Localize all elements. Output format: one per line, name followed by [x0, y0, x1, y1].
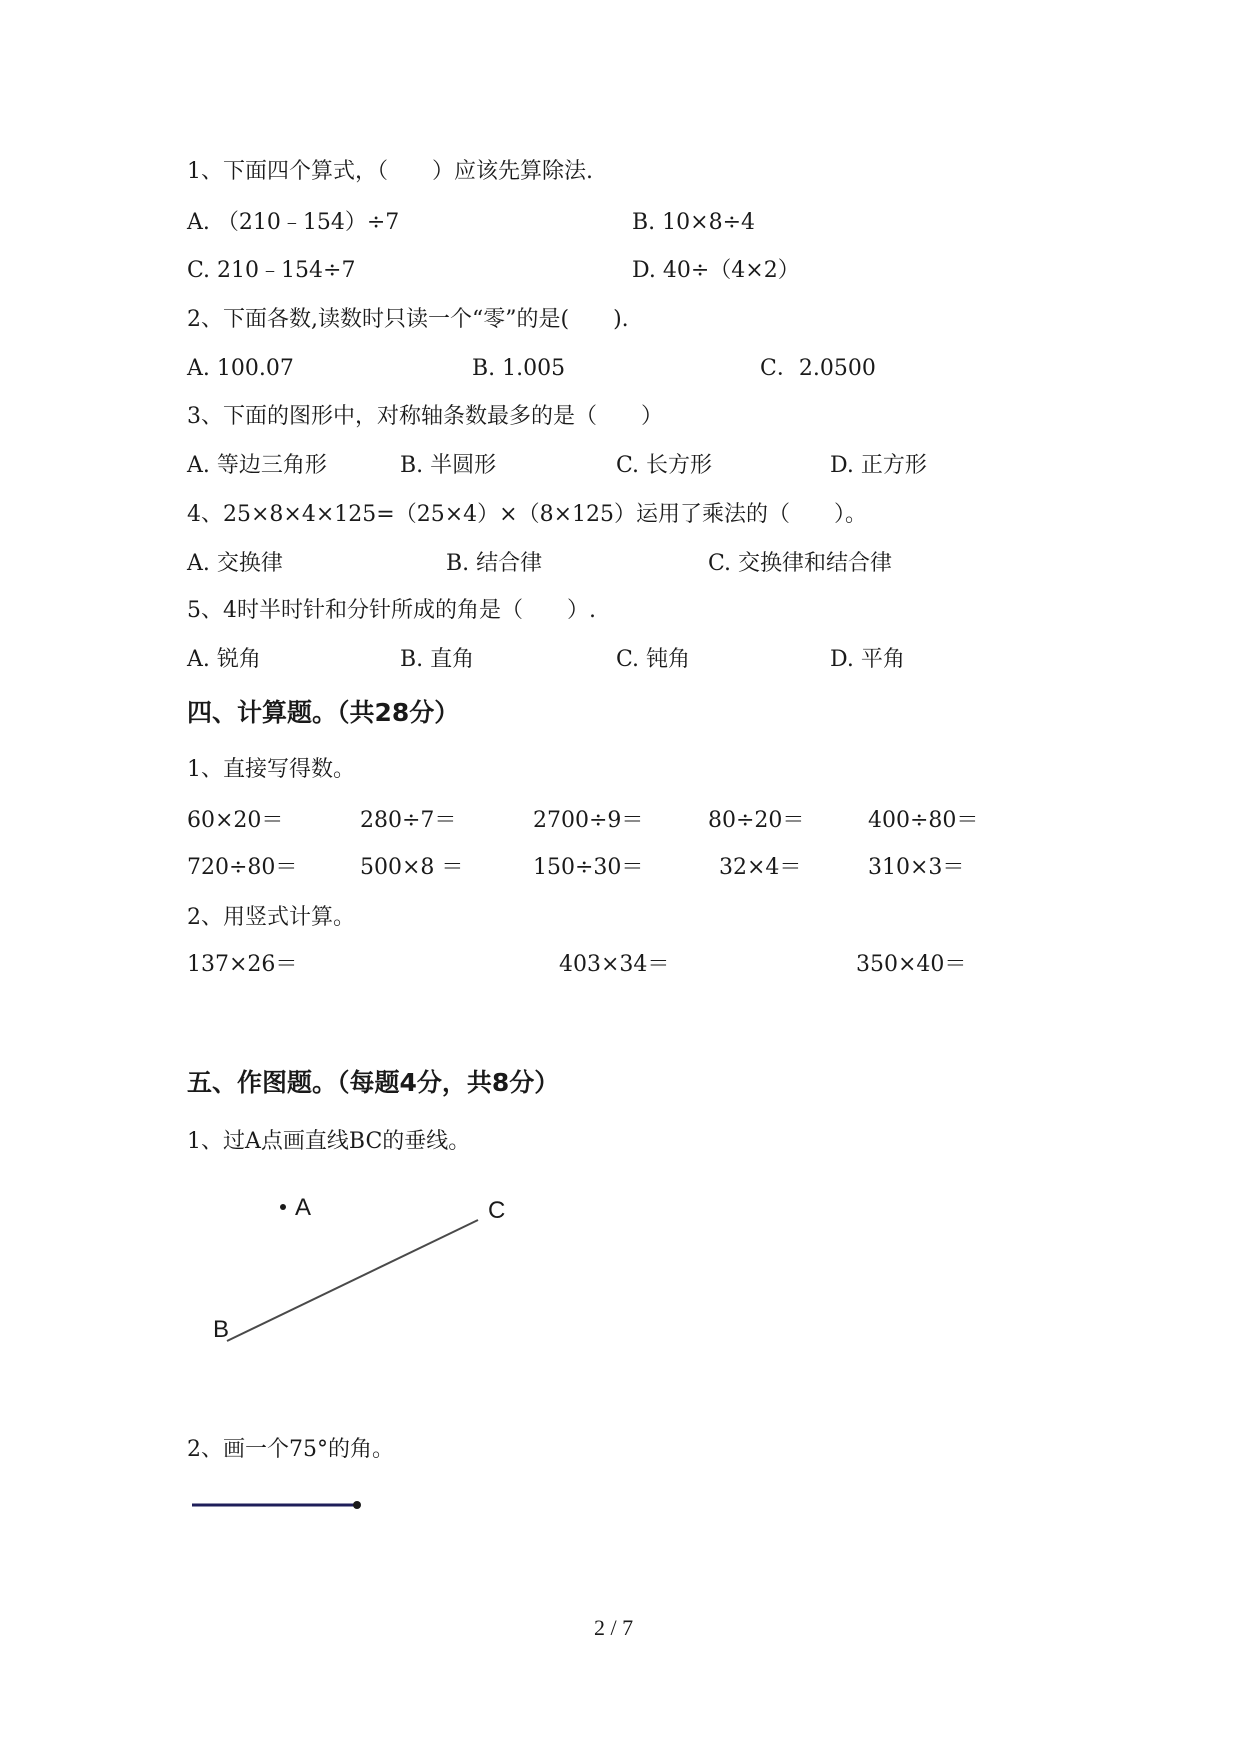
page-number: 2 / 7	[594, 1615, 634, 1640]
calc-item: 2700÷9＝	[533, 808, 644, 833]
calc-q2-stem: 2、用竖式计算。	[187, 905, 355, 930]
question-5-option-a: A. 锐角	[187, 647, 261, 672]
question-3-option-b: B. 半圆形	[400, 453, 497, 478]
calc-item: 720÷80＝	[187, 855, 298, 880]
point-b-label: B	[213, 1316, 230, 1343]
vertical-calc-item: 137×26＝	[187, 952, 298, 977]
question-5-option-c: C. 钝角	[616, 647, 691, 672]
question-5-stem: 5、4时半时针和分针所成的角是（ ）.	[187, 598, 596, 623]
question-4-option-a: A. 交换律	[187, 551, 283, 576]
point-c-label: C	[488, 1197, 506, 1224]
calc-item: 400÷80＝	[868, 808, 979, 833]
vertical-calc-item: 403×34＝	[559, 952, 670, 977]
section-5-heading: 五、作图题。（每题4分，共8分）	[187, 1068, 560, 1097]
question-1-option-b: B. 10×8÷4	[632, 210, 756, 235]
question-3-option-d: D. 正方形	[830, 453, 927, 478]
calc-q1-stem: 1、直接写得数。	[187, 757, 355, 782]
draw-q2-stem: 2、画一个75°的角。	[187, 1437, 394, 1462]
calc-item: 280÷7＝	[360, 808, 457, 833]
question-5-option-b: B. 直角	[400, 647, 475, 672]
calc-item: 80÷20＝	[708, 808, 805, 833]
question-4-stem: 4、25×8×4×125=（25×4）×（8×125）运用了乘法的（ ）。	[187, 502, 867, 527]
question-3-option-c: C. 长方形	[616, 453, 713, 478]
question-2-option-b: B. 1.005	[472, 356, 566, 381]
question-1-stem: 1、下面四个算式，（ ）应该先算除法.	[187, 159, 593, 184]
angle-vertex-dot	[353, 1501, 361, 1509]
question-3-stem: 3、下面的图形中，对称轴条数最多的是（ ）	[187, 404, 663, 429]
line-bc	[227, 1220, 478, 1341]
question-4-option-b: B. 结合律	[446, 551, 543, 576]
question-1-option-d: D. 40÷（4×2）	[632, 258, 800, 283]
question-2-stem: 2、下面各数,读数时只读一个“零”的是( ).	[187, 307, 629, 332]
calc-item: 500×8 ＝	[360, 855, 464, 880]
question-5-option-d: D. 平角	[830, 647, 905, 672]
question-1-option-c: C. 210﹣154÷7	[187, 258, 356, 283]
question-3-option-a: A. 等边三角形	[187, 453, 327, 478]
section-4-heading: 四、计算题。（共28分）	[187, 698, 460, 727]
calc-item: 32×4＝	[719, 855, 802, 880]
calc-item: 310×3＝	[868, 855, 965, 880]
question-2-option-c: C．2.0500	[760, 356, 876, 381]
draw-q1-stem: 1、过A点画直线BC的垂线。	[187, 1129, 471, 1154]
vertical-calc-item: 350×40＝	[856, 952, 967, 977]
question-4-option-c: C. 交换律和结合律	[708, 551, 893, 576]
question-2-option-a: A. 100.07	[187, 356, 294, 381]
calc-item: 150÷30＝	[533, 855, 644, 880]
point-a-dot	[280, 1204, 286, 1210]
calc-item: 60×20＝	[187, 808, 284, 833]
point-a-label: A	[295, 1194, 312, 1221]
question-1-option-a: A. （210﹣154）÷7	[187, 210, 400, 235]
